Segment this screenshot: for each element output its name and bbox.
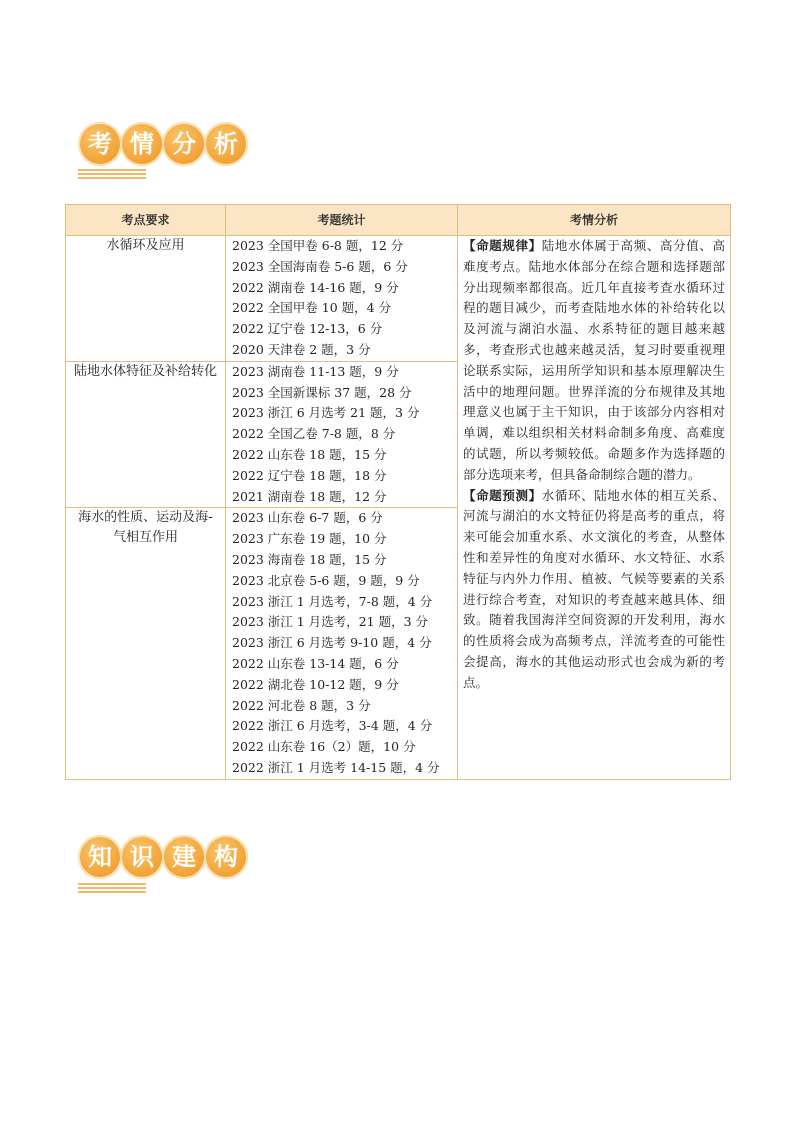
header-requirement: 考点要求 [66, 205, 226, 236]
stat-item: 2023 全国新课标 37 题，28 分 [232, 384, 412, 400]
stat-item: 2022 山东卷 16（2）题，10 分 [232, 739, 416, 755]
stat-item: 2023 海南卷 18 题，15 分 [232, 551, 387, 567]
title-badge: 情 [120, 122, 164, 166]
title-underline [78, 883, 146, 893]
section-title-analysis [78, 122, 246, 166]
stat-item: 2023 广东卷 19 题，10 分 [232, 531, 387, 547]
stat-item: 2023 浙江 1 月选考，7-8 题，4 分 [232, 593, 433, 609]
stat-item: 2023 浙江 1 月选考，21 题，3 分 [232, 614, 428, 630]
title-badge: 建 [162, 835, 206, 879]
table-row [66, 236, 731, 362]
rule-label: 【命题规律】 [463, 238, 542, 253]
statistics-cell [226, 508, 458, 779]
stat-item: 2022 湖北卷 10-12 题，9 分 [232, 676, 399, 692]
analysis-rule [463, 236, 725, 486]
stat-item: 2023 湖南卷 11-13 题，9 分 [232, 363, 399, 379]
title-badge: 构 [204, 835, 248, 879]
stat-item: 2022 山东卷 18 题，15 分 [232, 446, 387, 462]
stat-item: 2023 浙江 6 月选考 21 题，3 分 [232, 405, 420, 421]
forecast-label: 【命题预测】 [463, 487, 542, 503]
statistics-cell [226, 361, 458, 508]
stat-item: 2023 山东卷 6-7 题，6 分 [232, 510, 383, 526]
requirement-cell: 海水的性质、运动及海-气相互作用 [66, 508, 226, 779]
stat-item: 2022 辽宁卷 18 题，18 分 [232, 467, 387, 483]
stat-item: 2022 辽宁卷 12-13，6 分 [232, 321, 383, 337]
exam-stats-table [65, 204, 731, 780]
title-badge: 析 [204, 122, 248, 166]
requirement-cell: 陆地水体特征及补给转化 [66, 361, 226, 508]
title-badge: 知 [78, 835, 122, 879]
table-header-row [66, 205, 731, 236]
forecast-text: 水循环、陆地水体的相互关系、河流与湖泊的水文特征仍将是高考的重点，将来可能会加重水系、水文演化的考查，从整体性和差异性的角度对水循环、水文特征、水系特征与内外力作用、植被、气候等要素的关系进行综合考查，对知识的考查越来越具体、细致。随着我国海洋空间资源的开发利用，海水的性质将会成为高频考点，洋流考查的可能性会提高，海水的其他运动形式也会成为新的考点。 [463, 487, 725, 690]
stat-item: 2022 全国甲卷 10 题，4 分 [232, 300, 392, 316]
statistics-cell [226, 236, 458, 362]
stat-item: 2022 全国乙卷 7-8 题，8 分 [232, 426, 396, 442]
stat-item: 2021 湖南卷 18 题，12 分 [232, 488, 387, 504]
stat-item: 2023 北京卷 5-6 题，9 题，9 分 [232, 572, 420, 588]
header-statistics: 考题统计 [226, 205, 458, 236]
header-analysis: 考情分析 [458, 205, 731, 236]
rule-text: 陆地水体属于高频、高分值、高难度考点。陆地水体部分在综合题和选择题部分出现频率都很高。近几年直接考查水循环过程的题目减少，而考查陆地水体的补给转化以及河流与湖泊水温、水系特征的题目越来越多，考查形式也越来越灵活，复习时要重视理论联系实际，运用所学知识和基本原理解决生活中的地理问题。世界洋流的分布规律及其地理意义也属于主干知识，由于该部分内容相对单调，难以组织相关材料命制多角度、高难度的试题，所以考频较低。命题多作为选择题的部分选项来考，但具备命制综合题的潜力。 [463, 238, 725, 482]
stat-item: 2020 天津卷 2 题，3 分 [232, 341, 371, 357]
section-title-knowledge [78, 835, 246, 879]
stat-item: 2023 全国海南卷 5-6 题，6 分 [232, 258, 408, 274]
stat-item: 2022 浙江 6 月选考，3-4 题，4 分 [232, 718, 433, 734]
title-badge: 分 [162, 122, 206, 166]
analysis-forecast [463, 486, 725, 694]
stat-item: 2023 浙江 6 月选考 9-10 题，4 分 [232, 635, 432, 651]
stat-item: 2022 浙江 1 月选考 14-15 题，4 分 [232, 759, 440, 775]
stat-item: 2022 湖南卷 14-16 题，9 分 [232, 279, 399, 295]
analysis-cell [458, 236, 731, 780]
stat-item: 2022 山东卷 13-14 题，6 分 [232, 655, 399, 671]
title-underline [78, 169, 146, 179]
requirement-cell: 水循环及应用 [66, 236, 226, 362]
stat-item: 2023 全国甲卷 6-8 题，12 分 [232, 238, 404, 253]
stat-item: 2022 河北卷 8 题，3 分 [232, 697, 371, 713]
title-badge: 识 [120, 835, 164, 879]
title-badge: 考 [78, 122, 122, 166]
